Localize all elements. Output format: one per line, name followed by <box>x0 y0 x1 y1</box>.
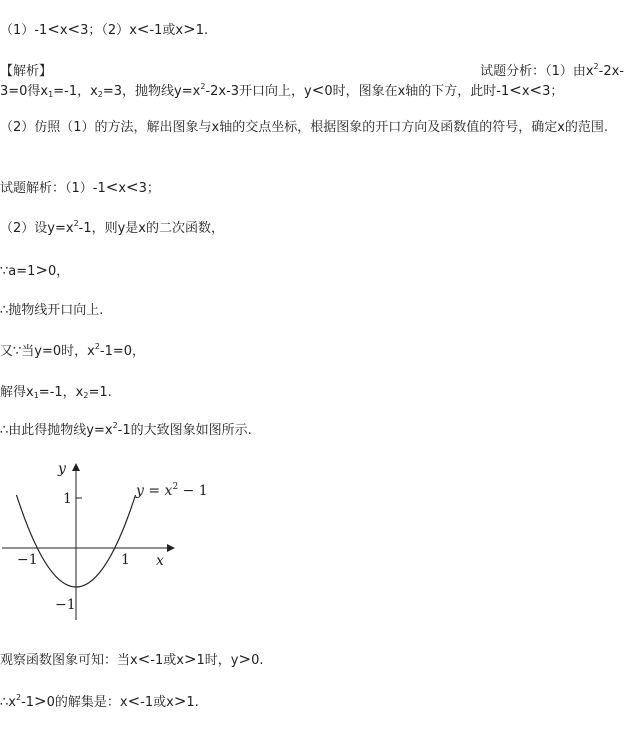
superscript: 2 <box>200 82 206 91</box>
text-segment: 0的解集是：x <box>46 695 128 710</box>
text-segment: =1. <box>88 385 112 400</box>
text-segment: 1. <box>186 695 199 710</box>
text-segment: 1时，y <box>196 653 239 668</box>
greater-than-sign: > <box>34 692 47 710</box>
less-than-sign: < <box>136 20 150 38</box>
superscript: 2 <box>94 342 100 351</box>
separator: ； <box>88 23 102 38</box>
text-segment: -1的大致图象如图所示. <box>117 423 252 438</box>
text-segment: 3； <box>138 181 160 196</box>
greater-than-sign: > <box>183 20 196 38</box>
less-than-sign: < <box>105 178 119 196</box>
analysis-part2: （2）仿照（1）的方法，解出图象与x轴的交点坐标，根据图象的开口方向及函数值的符号，确定x的范围. <box>0 120 609 135</box>
solution-step-roots <box>0 384 112 402</box>
less-than-sign: < <box>127 692 141 710</box>
greater-than-sign: > <box>238 650 252 668</box>
subscript: 2 <box>83 391 89 400</box>
greater-than-sign: > <box>173 692 187 710</box>
less-than-sign: < <box>67 20 81 38</box>
subscript: 1 <box>48 90 54 99</box>
less-than-sign: < <box>47 20 60 38</box>
less-than-sign: < <box>509 81 522 99</box>
text-segment: 0时，图象在x轴的下方，此时-1 <box>324 84 510 99</box>
part1-number: （1） <box>0 23 35 38</box>
text-segment: -1 <box>21 695 35 710</box>
text-segment: 0， <box>47 264 70 279</box>
answer1-lower: -1 <box>34 23 48 38</box>
text-segment: 3； <box>542 84 564 99</box>
solution-step-graph-intro <box>0 422 252 440</box>
less-than-sign: < <box>529 81 543 99</box>
text-segment: ∴由此得抛物线y=x <box>0 423 113 438</box>
less-than-sign: < <box>311 81 325 99</box>
less-than-sign: < <box>126 178 139 196</box>
parabola-graph <box>0 455 208 625</box>
superscript: 2 <box>593 62 599 71</box>
analysis-intro <box>480 63 624 81</box>
y-axis-arrow <box>72 463 80 471</box>
curve-label-tail: − 1 <box>178 483 208 499</box>
less-than-sign: < <box>137 650 151 668</box>
y-axis-label: y <box>58 461 66 477</box>
text-segment: ∵a=1 <box>0 264 36 279</box>
answer-line <box>0 20 208 40</box>
answer2-right: 1 <box>195 23 204 38</box>
text-segment: 解得x <box>0 385 34 400</box>
curve-label-sup: 2 <box>172 482 179 492</box>
superscript: 2 <box>73 219 79 228</box>
text-segment: （2）设y=x <box>0 221 74 236</box>
analysis-header: 【解析】 <box>0 64 53 79</box>
text-segment: -1，则y是x的二次函数， <box>78 221 225 236</box>
text-segment: 试题解析：（1）-1 <box>0 181 106 196</box>
text-segment: =-1，x <box>38 385 84 400</box>
subscript: 1 <box>33 391 39 400</box>
x-tick-label-pos: 1 <box>121 552 130 568</box>
solution-step-opens-up: ∴抛物线开口向上. <box>0 303 104 318</box>
text-segment: -1=0， <box>99 344 146 359</box>
y-tick-label-pos: 1 <box>63 491 72 507</box>
analysis-intro-text: 试题分析：（1）由x <box>480 64 594 79</box>
x-axis-label: x <box>156 553 164 569</box>
solution-conclusion <box>0 692 199 712</box>
text-segment: =3，抛物线y=x <box>102 84 201 99</box>
text-segment: -2x-3开口向上，y <box>205 84 312 99</box>
curve-equation-label <box>135 482 208 499</box>
part2-number: （2） <box>101 23 130 38</box>
answer1-upper: 3 <box>80 23 89 38</box>
text-segment: 观察函数图象可知：当x <box>0 653 138 668</box>
superscript: 2 <box>112 421 118 430</box>
answer2-left: -1或x <box>149 23 184 38</box>
solution-step-define <box>0 220 224 238</box>
solution-step-coefficient <box>0 261 69 281</box>
text-segment: ∴x <box>0 695 16 710</box>
period: . <box>203 23 209 38</box>
text-segment: -1或x <box>150 653 184 668</box>
curve-label-main: y = x <box>136 483 173 499</box>
solution-step-roots-eq <box>0 343 145 361</box>
x-axis-arrow <box>167 544 175 552</box>
text-segment: -1或x <box>140 695 174 710</box>
solution-part1 <box>0 178 160 198</box>
greater-than-sign: > <box>35 261 48 279</box>
answer2-variable: x <box>129 23 137 38</box>
y-tick-label-neg: −1 <box>55 597 76 613</box>
text-segment: =-1，x <box>53 84 98 99</box>
superscript: 2 <box>15 693 22 702</box>
text-segment: x <box>118 181 127 196</box>
answer1-variable: x <box>59 23 68 38</box>
text-segment: x <box>521 84 530 99</box>
x-tick-label-neg: −1 <box>17 552 38 568</box>
text-segment: 又∵当y=0时，x <box>0 344 95 359</box>
greater-than-sign: > <box>183 650 197 668</box>
subscript: 2 <box>97 90 103 99</box>
analysis-line-2 <box>0 81 563 101</box>
text-segment: 3=0得x <box>0 84 49 99</box>
solution-observation <box>0 650 263 670</box>
text-segment: 0. <box>251 653 264 668</box>
analysis-intro-tail: -2x- <box>598 64 624 79</box>
